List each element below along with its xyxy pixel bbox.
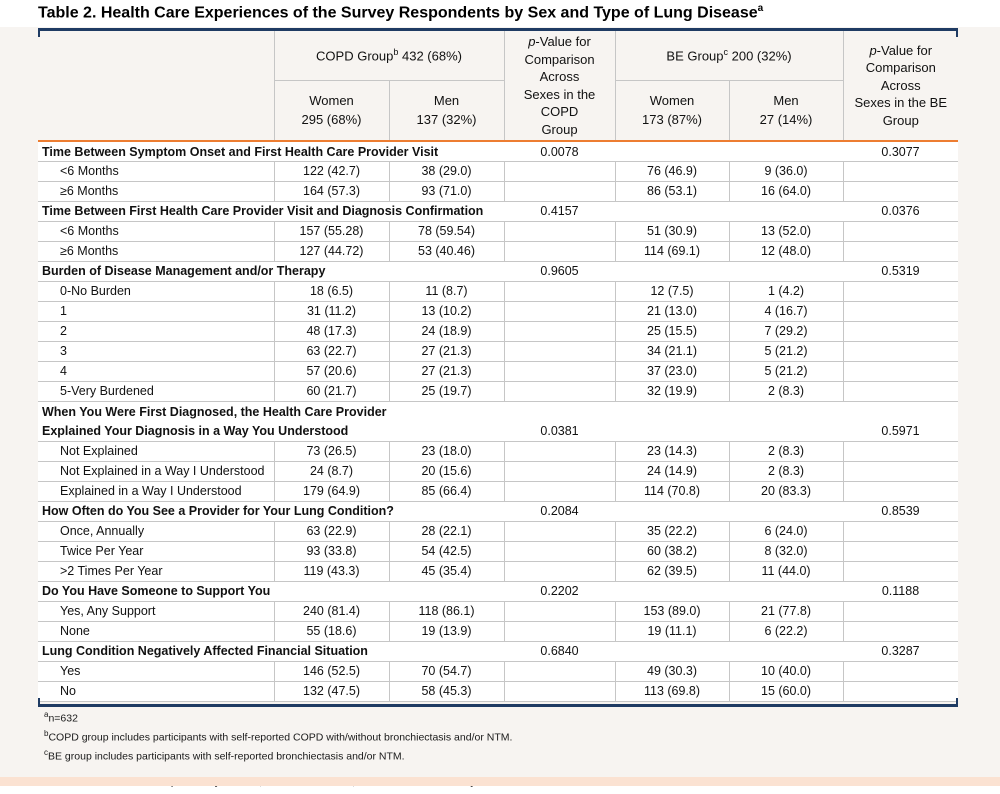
cell-be-women: 113 (69.8) <box>615 681 729 701</box>
cell-p-be-empty <box>843 661 958 681</box>
cell-copd-women: 164 (57.3) <box>274 181 389 201</box>
section-row-line1 <box>38 401 958 421</box>
p-value-be: 0.0376 <box>843 201 958 221</box>
section-gap <box>615 641 843 661</box>
cell-p-be-empty <box>843 481 958 501</box>
p-be-line4: Group <box>882 112 919 128</box>
cell-copd-men: 70 (54.7) <box>389 661 504 681</box>
section-row <box>38 581 958 601</box>
cell-be-men: 10 (40.0) <box>729 661 843 681</box>
cell-copd-women: 31 (11.2) <box>274 301 389 321</box>
cell-be-women: 37 (23.0) <box>615 361 729 381</box>
header-copd-women <box>274 80 389 141</box>
p-value-copd: 0.0078 <box>504 141 615 161</box>
cell-copd-women: 57 (20.6) <box>274 361 389 381</box>
header-be-men <box>729 80 843 141</box>
copd-women-count: 295 (68%) <box>301 112 362 128</box>
p-value-copd: 0.9605 <box>504 261 615 281</box>
cell-copd-men: 13 (10.2) <box>389 301 504 321</box>
section-row <box>38 261 958 281</box>
table-row <box>38 341 958 361</box>
p-italic: p <box>528 34 536 49</box>
cell-copd-men: 27 (21.3) <box>389 341 504 361</box>
section-gap <box>615 501 843 521</box>
section-label: Explained Your Diagnosis in a Way You Understood <box>38 421 504 441</box>
cell-p-be-empty <box>843 521 958 541</box>
cell-be-men: 2 (8.3) <box>729 441 843 461</box>
table-row <box>38 541 958 561</box>
p-value-copd: 0.2084 <box>504 501 615 521</box>
cell-p-be-empty <box>843 221 958 241</box>
table-bottom-border <box>38 704 958 707</box>
row-label: Twice Per Year <box>38 541 274 561</box>
cell-be-men: 11 (44.0) <box>729 561 843 581</box>
row-label: ≥6 Months <box>38 241 274 261</box>
cell-copd-women: 55 (18.6) <box>274 621 389 641</box>
cell-p-be-empty <box>843 601 958 621</box>
bottom-accent-bar <box>0 777 1000 786</box>
cell-copd-women: 157 (55.28) <box>274 221 389 241</box>
section-gap <box>615 581 843 601</box>
header-copd-men <box>389 80 504 141</box>
cell-copd-men: 11 (8.7) <box>389 281 504 301</box>
cell-p-copd-empty <box>504 361 615 381</box>
be-women-count: 173 (87%) <box>642 112 702 128</box>
row-label: 1 <box>38 301 274 321</box>
cell-be-men: 9 (36.0) <box>729 161 843 181</box>
cell-p-copd-empty <box>504 621 615 641</box>
p-value-copd: 0.4157 <box>504 201 615 221</box>
cell-p-copd-empty <box>504 161 615 181</box>
section-label: Do You Have Someone to Support You <box>38 581 504 601</box>
section-label: Lung Condition Negatively Affected Financial Situation <box>38 641 504 661</box>
cell-copd-women: 63 (22.7) <box>274 341 389 361</box>
cell-be-men: 20 (83.3) <box>729 481 843 501</box>
p-value-be: 0.8539 <box>843 501 958 521</box>
copd-women-label: Women <box>309 92 354 108</box>
cell-p-copd-empty <box>504 221 615 241</box>
section-gap <box>615 261 843 281</box>
header-be-women <box>615 80 729 141</box>
cell-be-men: 6 (24.0) <box>729 521 843 541</box>
footnote-b <box>44 730 524 744</box>
table-row <box>38 281 958 301</box>
row-label: Not Explained in a Way I Understood <box>38 461 274 481</box>
cell-p-copd-empty <box>504 441 615 461</box>
cell-be-men: 5 (21.2) <box>729 341 843 361</box>
cell-be-women: 21 (13.0) <box>615 301 729 321</box>
cell-be-women: 153 (89.0) <box>615 601 729 621</box>
cell-p-be-empty <box>843 381 958 401</box>
footnote-c-superscript: c <box>44 748 48 758</box>
p-value-copd: 0.2202 <box>504 581 615 601</box>
row-label: ≥6 Months <box>38 181 274 201</box>
cell-copd-women: 127 (44.72) <box>274 241 389 261</box>
table-row <box>38 481 958 501</box>
table-row <box>38 221 958 241</box>
cell-be-women: 34 (21.1) <box>615 341 729 361</box>
table-row <box>38 461 958 481</box>
row-label: >2 Times Per Year <box>38 561 274 581</box>
cell-be-women: 76 (46.9) <box>615 161 729 181</box>
be-men-count: 27 (14%) <box>759 112 813 128</box>
cell-copd-men: 45 (35.4) <box>389 561 504 581</box>
cell-be-women: 114 (69.1) <box>615 241 729 261</box>
cell-p-be-empty <box>843 301 958 321</box>
cell-be-women: 19 (11.1) <box>615 621 729 641</box>
cell-copd-women: 24 (8.7) <box>274 461 389 481</box>
cell-be-men: 12 (48.0) <box>729 241 843 261</box>
section-label: Burden of Disease Management and/or Therapy <box>38 261 504 281</box>
table-row <box>38 321 958 341</box>
table-row <box>38 661 958 681</box>
cell-p-copd-empty <box>504 601 615 621</box>
cell-copd-women: 119 (43.3) <box>274 561 389 581</box>
row-label: Once, Annually <box>38 521 274 541</box>
cell-copd-women: 48 (17.3) <box>274 321 389 341</box>
header-be-group <box>615 31 843 80</box>
row-label: Not Explained <box>38 441 274 461</box>
row-label: 2 <box>38 321 274 341</box>
be-women-label: Women <box>649 92 695 108</box>
cell-copd-men: 28 (22.1) <box>389 521 504 541</box>
table-row <box>38 161 958 181</box>
section-gap <box>615 201 843 221</box>
cell-be-men: 15 (60.0) <box>729 681 843 701</box>
row-label: <6 Months <box>38 221 274 241</box>
copd-men-count: 137 (32%) <box>416 112 477 128</box>
cell-be-women: 60 (38.2) <box>615 541 729 561</box>
copd-group-count: 432 (68%) <box>398 48 462 64</box>
p-be-line1: -Value for <box>876 42 933 58</box>
table-row <box>38 521 958 541</box>
be-group-count: 200 (32%) <box>728 48 792 64</box>
cell-p-be-empty <box>843 561 958 581</box>
p-value-copd: 0.6840 <box>504 641 615 661</box>
copd-men-label: Men <box>433 92 460 108</box>
cell-p-copd-empty <box>504 341 615 361</box>
be-group-label: BE Group <box>666 48 724 64</box>
header-group-row <box>38 31 958 80</box>
cell-copd-men: 78 (59.54) <box>389 221 504 241</box>
cell-p-copd-empty <box>504 281 615 301</box>
cell-p-be-empty <box>843 681 958 701</box>
footnote-b-superscript: b <box>44 729 49 739</box>
header-p-value-copd <box>504 31 615 141</box>
footnote-c-text: BE group includes participants with self-reported bronchiectasis and/or NTM. <box>48 750 405 763</box>
cell-copd-women: 132 (47.5) <box>274 681 389 701</box>
header-empty-cell <box>38 31 274 141</box>
cell-be-women: 51 (30.9) <box>615 221 729 241</box>
cell-copd-men: 53 (40.46) <box>389 241 504 261</box>
p-copd-line3: Sexes in the COPD <box>523 86 596 120</box>
row-label: 3 <box>38 341 274 361</box>
be-men-label: Men <box>773 92 799 108</box>
row-label: Yes <box>38 661 274 681</box>
section-gap <box>615 421 843 441</box>
row-label: No <box>38 681 274 701</box>
cell-p-be-empty <box>843 621 958 641</box>
cell-p-be-empty <box>843 281 958 301</box>
section-row <box>38 501 958 521</box>
cell-copd-women: 179 (64.9) <box>274 481 389 501</box>
cell-p-copd-empty <box>504 561 615 581</box>
cell-p-be-empty <box>843 441 958 461</box>
copd-group-superscript: b <box>393 47 399 58</box>
cell-copd-men: 85 (66.4) <box>389 481 504 501</box>
cell-p-be-empty <box>843 461 958 481</box>
cell-be-men: 4 (16.7) <box>729 301 843 321</box>
cell-be-men: 13 (52.0) <box>729 221 843 241</box>
p-value-be: 0.5971 <box>843 421 958 441</box>
header-p-value-be <box>843 31 958 141</box>
cell-copd-men: 24 (18.9) <box>389 321 504 341</box>
section-gap <box>615 141 843 161</box>
cell-be-men: 1 (4.2) <box>729 281 843 301</box>
table-row <box>38 241 958 261</box>
table-row <box>38 361 958 381</box>
cell-p-copd-empty <box>504 301 615 321</box>
cell-p-be-empty <box>843 361 958 381</box>
cell-be-men: 5 (21.2) <box>729 361 843 381</box>
cell-be-women: 35 (22.2) <box>615 521 729 541</box>
cell-p-copd-empty <box>504 381 615 401</box>
cell-p-copd-empty <box>504 541 615 561</box>
cell-p-copd-empty <box>504 521 615 541</box>
footnote-b-text: COPD group includes participants with self-reported COPD with/without bronchiectasis and/or NTM. <box>48 731 513 744</box>
footnote-a-text: n=632 <box>48 712 78 725</box>
row-label: 5-Very Burdened <box>38 381 274 401</box>
cell-copd-men: 118 (86.1) <box>389 601 504 621</box>
cell-be-men: 2 (8.3) <box>729 461 843 481</box>
cell-p-copd-empty <box>504 461 615 481</box>
section-label: When You Were First Diagnosed, the Health Care Provider <box>38 401 958 421</box>
section-row <box>38 421 958 441</box>
table-row <box>38 681 958 701</box>
row-label: Yes, Any Support <box>38 601 274 621</box>
cell-be-men: 21 (77.8) <box>729 601 843 621</box>
cell-p-copd-empty <box>504 681 615 701</box>
cell-p-copd-empty <box>504 481 615 501</box>
cell-copd-women: 63 (22.9) <box>274 521 389 541</box>
cell-p-be-empty <box>843 241 958 261</box>
table-header <box>38 31 958 141</box>
p-copd-line2: Comparison Across <box>524 51 595 85</box>
p-be-line2: Comparison Across <box>865 60 936 93</box>
section-label: Time Between Symptom Onset and First Health Care Provider Visit <box>38 141 504 161</box>
cell-copd-men: 19 (13.9) <box>389 621 504 641</box>
section-label: Time Between First Health Care Provider Visit and Diagnosis Confirmation <box>38 201 504 221</box>
cell-be-women: 86 (53.1) <box>615 181 729 201</box>
cell-copd-men: 54 (42.5) <box>389 541 504 561</box>
cell-p-copd-empty <box>504 181 615 201</box>
table-row <box>38 181 958 201</box>
cell-copd-women: 60 (21.7) <box>274 381 389 401</box>
cell-be-men: 2 (8.3) <box>729 381 843 401</box>
footnote-a-superscript: a <box>44 710 49 719</box>
header-copd-group <box>274 31 504 80</box>
row-label: Explained in a Way I Understood <box>38 481 274 501</box>
cell-copd-men: 58 (45.3) <box>389 681 504 701</box>
cell-p-copd-empty <box>504 321 615 341</box>
cell-copd-men: 23 (18.0) <box>389 441 504 461</box>
health-care-experiences-table <box>38 31 958 702</box>
section-row <box>38 641 958 661</box>
cell-copd-women: 93 (33.8) <box>274 541 389 561</box>
p-copd-line4: Group <box>541 121 578 137</box>
cell-copd-men: 27 (21.3) <box>389 361 504 381</box>
row-label: <6 Months <box>38 161 274 181</box>
section-row <box>38 201 958 221</box>
cell-p-be-empty <box>843 341 958 361</box>
p-be-line3: Sexes in the BE <box>854 95 948 111</box>
p-value-be: 0.3077 <box>843 141 958 161</box>
cell-p-be-empty <box>843 161 958 181</box>
p-italic: p <box>869 42 877 58</box>
cell-be-men: 8 (32.0) <box>729 541 843 561</box>
be-group-superscript: c <box>723 47 729 58</box>
table-row <box>38 441 958 461</box>
cell-be-women: 62 (39.5) <box>615 561 729 581</box>
cell-be-women: 49 (30.3) <box>615 661 729 681</box>
copd-group-label: COPD Group <box>316 48 394 64</box>
cell-copd-women: 122 (42.7) <box>274 161 389 181</box>
cell-copd-women: 73 (26.5) <box>274 441 389 461</box>
cell-be-women: 25 (15.5) <box>615 321 729 341</box>
table-row <box>38 381 958 401</box>
cell-copd-men: 25 (19.7) <box>389 381 504 401</box>
p-value-be: 0.3287 <box>843 641 958 661</box>
footnote-c <box>44 749 524 763</box>
cell-copd-men: 38 (29.0) <box>389 161 504 181</box>
table-title-superscript: a <box>757 3 764 14</box>
footnote-a <box>44 711 524 725</box>
table-row <box>38 621 958 641</box>
table-title <box>38 3 763 22</box>
cell-p-be-empty <box>843 321 958 341</box>
cell-copd-men: 20 (15.6) <box>389 461 504 481</box>
table-row <box>38 301 958 321</box>
row-label: 0-No Burden <box>38 281 274 301</box>
cell-be-women: 32 (19.9) <box>615 381 729 401</box>
cell-be-men: 7 (29.2) <box>729 321 843 341</box>
cell-copd-women: 18 (6.5) <box>274 281 389 301</box>
cell-p-be-empty <box>843 181 958 201</box>
p-copd-line1: -Value for <box>535 34 591 49</box>
row-label: None <box>38 621 274 641</box>
cell-copd-men: 93 (71.0) <box>389 181 504 201</box>
table-title-text: Table 2. Health Care Experiences of the Survey Respondents by Sex and Type of Lung Disease <box>38 4 758 22</box>
cell-be-women: 23 (14.3) <box>615 441 729 461</box>
section-row <box>38 141 958 161</box>
table-row <box>38 601 958 621</box>
table-body <box>38 141 958 701</box>
p-value-be: 0.1188 <box>843 581 958 601</box>
cell-p-be-empty <box>843 541 958 561</box>
cell-be-men: 16 (64.0) <box>729 181 843 201</box>
p-value-be: 0.5319 <box>843 261 958 281</box>
cell-copd-women: 240 (81.4) <box>274 601 389 621</box>
cell-p-copd-empty <box>504 241 615 261</box>
cell-be-women: 24 (14.9) <box>615 461 729 481</box>
cell-be-women: 12 (7.5) <box>615 281 729 301</box>
cell-be-men: 6 (22.2) <box>729 621 843 641</box>
cell-p-copd-empty <box>504 661 615 681</box>
cell-be-women: 114 (70.8) <box>615 481 729 501</box>
cell-copd-women: 146 (52.5) <box>274 661 389 681</box>
table-row <box>38 561 958 581</box>
section-label: How Often do You See a Provider for Your Lung Condition? <box>38 501 504 521</box>
p-value-copd: 0.0381 <box>504 421 615 441</box>
row-label: 4 <box>38 361 274 381</box>
